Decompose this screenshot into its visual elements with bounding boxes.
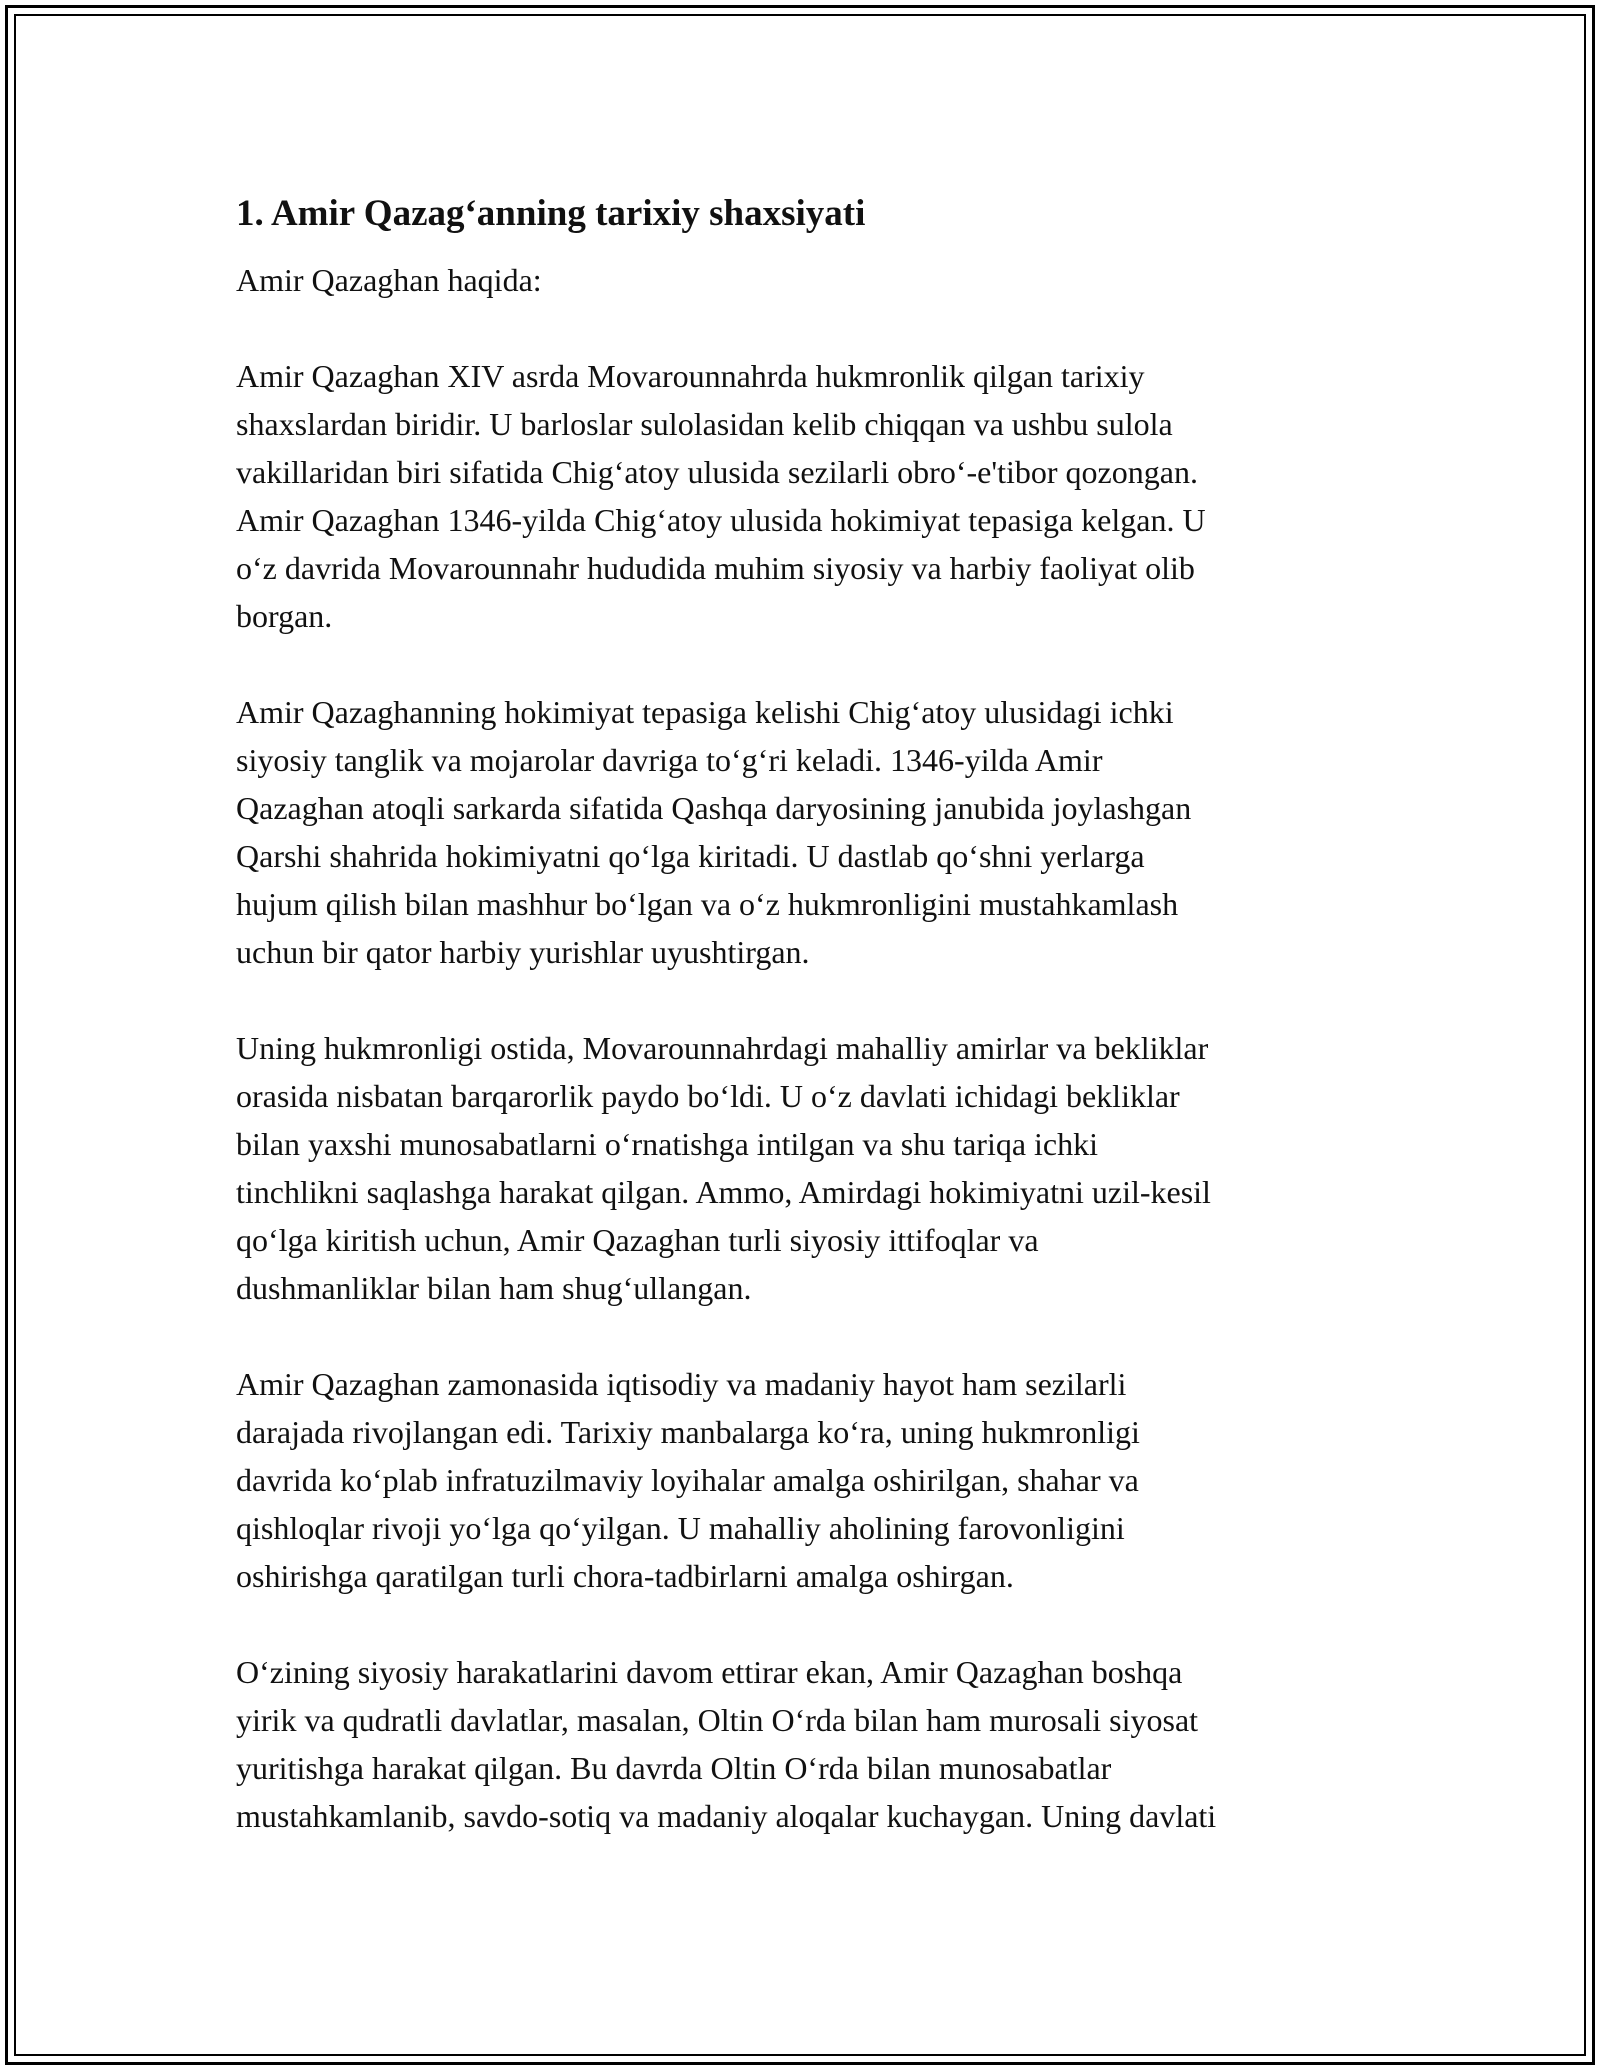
text-line: Qazaghan atoqli sarkarda sifatida Qashqa daryosining janubida joylashgan	[236, 790, 1192, 826]
intro-line: Amir Qazaghan haqida:	[236, 262, 542, 298]
text-line: Amir Qazaghan zamonasida iqtisodiy va madaniy hayot ham sezilarli	[236, 1366, 1127, 1402]
section-heading: 1. Amir Qazag‘anning tarixiy shaxsiyati	[236, 193, 866, 234]
text-line: qo‘lga kiritish uchun, Amir Qazaghan turli siyosiy ittifoqlar va	[236, 1222, 1039, 1258]
text-line: darajada rivojlangan edi. Tarixiy manbalarga ko‘ra, uning hukmronligi	[236, 1414, 1140, 1450]
text-line: oshirishga qaratilgan turli chora-tadbirlarni amalga oshirgan.	[236, 1558, 1014, 1594]
text-line: yirik va qudratli davlatlar, masalan, Oltin O‘rda bilan ham murosali siyosat	[236, 1702, 1199, 1738]
text-line: Amir Qazaghan 1346-yilda Chig‘atoy ulusida hokimiyat tepasiga kelgan. U	[236, 502, 1206, 538]
text-line: Amir Qazaghan XIV asrda Movarounnahrda hukmronlik qilgan tarixiy	[236, 358, 1145, 394]
text-line: tinchlikni saqlashga harakat qilgan. Ammo, Amirdagi hokimiyatni uzil-kesil	[236, 1174, 1211, 1210]
document-body	[236, 186, 1366, 1840]
text-line: yuritishga harakat qilgan. Bu davrda Oltin O‘rda bilan munosabatlar	[236, 1750, 1112, 1786]
text-line: Qarshi shahrida hokimiyatni qo‘lga kiritadi. U dastlab qo‘shni yerlarga	[236, 838, 1145, 874]
paragraph-1	[236, 352, 1366, 640]
text-line: vakillaridan biri sifatida Chig‘atoy ulusida sezilarli obro‘-e'tibor qozongan.	[236, 454, 1198, 490]
text-line: orasida nisbatan barqarorlik paydo bo‘ldi. U o‘z davlati ichidagi bekliklar	[236, 1078, 1180, 1114]
text-line: siyosiy tanglik va mojarolar davriga to‘g‘ri keladi. 1346-yilda Amir	[236, 742, 1103, 778]
paragraph-5	[236, 1648, 1366, 1840]
text-line: o‘z davrida Movarounnahr hududida muhim siyosiy va harbiy faoliyat olib	[236, 550, 1195, 586]
text-line: Uning hukmronligi ostida, Movarounnahrdagi mahalliy amirlar va bekliklar	[236, 1030, 1209, 1066]
text-line: O‘zining siyosiy harakatlarini davom ettirar ekan, Amir Qazaghan boshqa	[236, 1654, 1183, 1690]
text-line: dushmanliklar bilan ham shug‘ullangan.	[236, 1270, 752, 1306]
text-line: borgan.	[236, 598, 333, 634]
text-line: Amir Qazaghanning hokimiyat tepasiga kelishi Chig‘atoy ulusidagi ichki	[236, 694, 1174, 730]
paragraph-4	[236, 1360, 1366, 1600]
paragraph-2	[236, 688, 1366, 976]
text-line: qishloqlar rivoji yo‘lga qo‘yilgan. U mahalliy aholining farovonligini	[236, 1510, 1125, 1546]
text-line: bilan yaxshi munosabatlarni o‘rnatishga intilgan va shu tariqa ichki	[236, 1126, 1099, 1162]
text-line: uchun bir qator harbiy yurishlar uyushtirgan.	[236, 934, 810, 970]
text-line: shaxslardan biridir. U barloslar sulolasidan kelib chiqqan va ushbu sulola	[236, 406, 1173, 442]
text-line: davrida ko‘plab infratuzilmaviy loyihalar amalga oshirilgan, shahar va	[236, 1462, 1139, 1498]
text-line: mustahkamlanib, savdo-sotiq va madaniy aloqalar kuchaygan. Uning davlati	[236, 1798, 1217, 1834]
paragraph-3	[236, 1024, 1366, 1312]
text-line: hujum qilish bilan mashhur bo‘lgan va o‘z hukmronligini mustahkamlash	[236, 886, 1179, 922]
